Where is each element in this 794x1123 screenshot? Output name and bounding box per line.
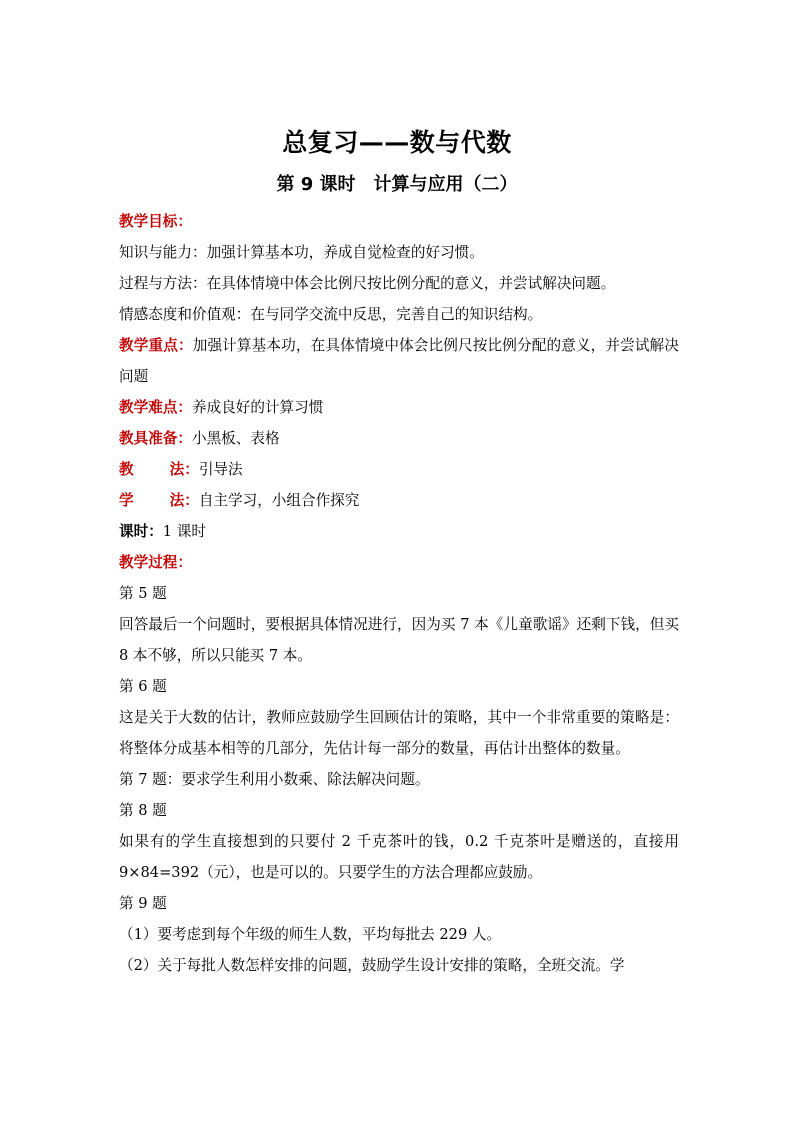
question-8-text: 如果有的学生直接想到的只要付 2 千克茶叶的钱，0.2 千克茶叶是赠送的，直接用 9×84=392（元），也是可以的。只要学生的方法合理都应鼓励。 bbox=[119, 833, 679, 881]
teaching-method-label-b: 法： bbox=[169, 461, 199, 478]
objective-item: 情感态度和价值观：在与同学交流中反思，完善自己的知识结构。 bbox=[119, 306, 543, 323]
duration-text: 1 课时 bbox=[162, 523, 206, 540]
process-heading-text: 教学过程： bbox=[119, 554, 192, 571]
question-6-title: 第 6 题 bbox=[119, 678, 167, 695]
lesson-body bbox=[119, 206, 679, 981]
question-5-title: 第 5 题 bbox=[119, 585, 167, 602]
duration bbox=[119, 516, 679, 547]
key-points-label: 教学重点： bbox=[119, 337, 193, 354]
lesson-subtitle: 第 9 课时 计算与应用（二） bbox=[276, 174, 518, 195]
teaching-method bbox=[119, 454, 679, 485]
difficulties bbox=[119, 392, 679, 423]
process-heading bbox=[119, 547, 679, 578]
learning-method-text: 自主学习，小组合作探究 bbox=[198, 492, 360, 509]
materials-label: 教具准备： bbox=[119, 430, 192, 447]
question-9-item-1: （1）要考虑到每个年级的师生人数，平均每批去 229 人。 bbox=[119, 926, 502, 943]
document-title: 总复习——数与代数 bbox=[282, 128, 512, 157]
objectives-heading-text: 教学目标： bbox=[119, 213, 192, 230]
objective-item: 过程与方法：在具体情境中体会比例尺按比例分配的意义，并尝试解决问题。 bbox=[119, 275, 616, 292]
difficulties-text: 养成良好的计算习惯 bbox=[191, 399, 324, 416]
duration-label: 课时： bbox=[119, 523, 163, 540]
learning-method-label-a: 学 bbox=[119, 492, 134, 509]
materials-text: 小黑板、表格 bbox=[191, 430, 280, 447]
objectives-heading bbox=[119, 206, 679, 237]
question-9-item-2: （2）关于每批人数怎样安排的问题，鼓励学生设计安排的策略，全班交流。学 bbox=[119, 957, 625, 974]
question-7-line: 第 7 题：要求学生利用小数乘、除法解决问题。 bbox=[119, 771, 430, 788]
question-8-title: 第 8 题 bbox=[119, 802, 167, 819]
key-points-text: 加强计算基本功，在具体情境中体会比例尺按比例分配的意义，并尝试解决问题 bbox=[119, 337, 679, 385]
teaching-method-text: 引导法 bbox=[198, 461, 243, 478]
objective-item: 知识与能力：加强计算基本功，养成自觉检查的好习惯。 bbox=[119, 244, 484, 261]
learning-method bbox=[119, 485, 679, 516]
question-5-text: 回答最后一个问题时，要根据具体情况进行，因为买 7 本《儿童歌谣》还剩下钱，但买 8 本不够，所以只能买 7 本。 bbox=[119, 616, 679, 664]
materials bbox=[119, 423, 679, 454]
key-points bbox=[119, 330, 679, 392]
difficulties-label: 教学难点： bbox=[119, 399, 192, 416]
question-9-title: 第 9 题 bbox=[119, 895, 167, 912]
teaching-method-label-a: 教 bbox=[119, 461, 134, 478]
question-6-text: 这是关于大数的估计，教师应鼓励学生回顾估计的策略，其中一个非常重要的策略是：将整体分成基本相等的几部分，先估计每一部分的数量，再估计出整体的数量。 bbox=[119, 709, 679, 757]
learning-method-label-b: 法： bbox=[169, 492, 199, 509]
